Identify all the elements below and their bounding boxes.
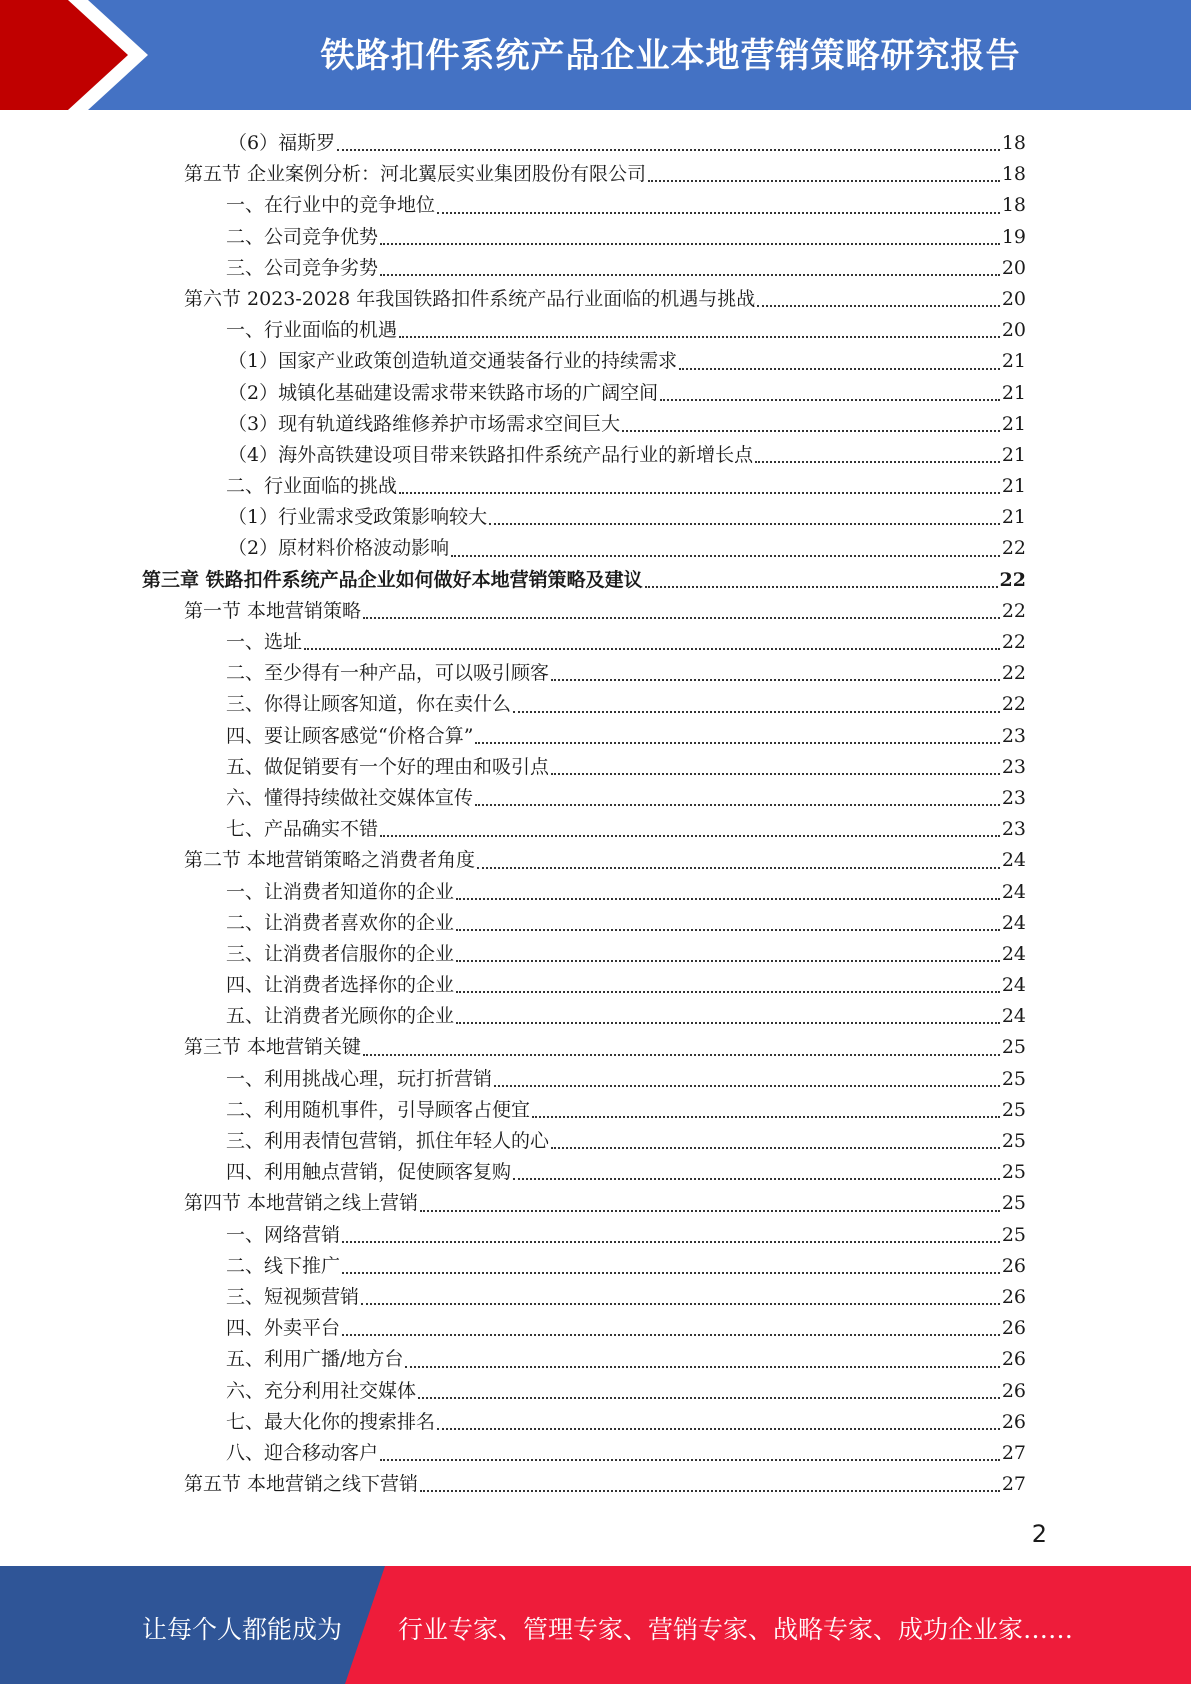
toc-entry[interactable] [142,253,1026,284]
toc-entry-title: 七、最大化你的搜索排名 [226,1410,436,1433]
toc-entry[interactable] [142,721,1026,752]
toc-entry-title: 二、让消费者喜欢你的企业 [226,911,455,934]
toc-dot-leader [342,1240,1000,1243]
toc-entry-title: 第二节 本地营销策略之消费者角度 [184,849,476,872]
toc-entry-page: 25 [1001,1130,1026,1152]
toc-entry-title: 四、外卖平台 [226,1317,341,1340]
footer-slogan-right: 行业专家、管理专家、营销专家、战略专家、成功企业家…… [398,1615,1074,1644]
toc-entry-title: 第五节 本地营销之线下营销 [184,1473,419,1496]
toc-entry-title: （2）城镇化基础建设需求带来铁路市场的广阔空间 [228,381,659,404]
toc-entry-page: 22 [1001,662,1026,685]
toc-dot-leader [399,491,1000,494]
toc-dot-leader [755,460,1000,463]
toc-entry-page: 26 [1001,1410,1026,1433]
toc-dot-leader [477,866,1000,869]
toc-entry-page: 24 [1001,1005,1026,1028]
toc-entry-page: 24 [1001,974,1026,997]
toc-entry-page: 21 [1001,412,1026,435]
toc-entry-page: 25 [1001,1036,1026,1059]
toc-dot-leader [660,398,1000,401]
toc-dot-leader [532,1115,1000,1118]
toc-entry-page: 26 [1001,1254,1026,1277]
toc-entry-page: 24 [1001,880,1026,903]
toc-dot-leader [456,990,1000,993]
toc-entry[interactable] [142,1469,1026,1500]
toc-entry[interactable] [142,877,1026,908]
toc-entry-title: 一、在行业中的竞争地位 [226,194,436,217]
toc-entry[interactable] [142,908,1026,939]
toc-dot-leader [437,1427,1000,1430]
toc-dot-leader [494,1084,1000,1087]
toc-entry[interactable] [142,939,1026,970]
toc-dot-leader [420,1489,1000,1492]
toc-dot-leader [380,273,1000,276]
toc-entry[interactable] [142,409,1026,440]
toc-entry-page: 26 [1001,1285,1026,1308]
toc-entry[interactable] [142,1438,1026,1469]
toc-entry-title: （3）现有轨道线路维修养护市场需求空间巨大 [228,412,621,435]
toc-entry[interactable] [142,1282,1026,1313]
toc-entry-page: 23 [1001,786,1026,809]
toc-entry-page: 24 [1001,911,1026,934]
toc-entry-title: 四、利用触点营销，促使顾客复购 [226,1161,512,1184]
toc-entry-title: 五、做促销要有一个好的理由和吸引点 [226,755,550,778]
toc-entry-title: 三、公司竞争劣势 [226,256,379,279]
toc-entry-title: 第五节 企业案例分析：河北翼辰实业集团股份有限公司 [184,163,647,186]
toc-entry-page: 26 [1001,1348,1026,1371]
toc-entry-title: 三、短视频营销 [226,1285,360,1308]
toc-dot-leader [304,647,1000,650]
toc-entry-title: 七、产品确实不错 [226,818,379,841]
toc-entry-title: 三、让消费者信服你的企业 [226,942,455,965]
toc-entry-page: 25 [1001,1161,1026,1184]
toc-entry-title: 一、行业面临的机遇 [226,319,398,342]
toc-entry-title: 第六节 2023-2028 年我国铁路扣件系统产品行业面临的机遇与挑战 [184,287,756,310]
toc-dot-leader [456,897,1000,900]
toc-entry[interactable] [142,627,1026,658]
toc-entry[interactable] [142,814,1026,845]
toc-entry-page: 24 [1001,942,1026,965]
toc-entry[interactable] [142,502,1026,533]
toc-dot-leader [337,148,1000,151]
toc-entry-page: 25 [1001,1098,1026,1121]
toc-entry[interactable] [142,190,1026,221]
toc-entry-title: 一、网络营销 [226,1223,341,1246]
toc-entry[interactable] [142,783,1026,814]
toc-entry-title: 二、线下推广 [226,1254,341,1277]
toc-entry-title: 五、利用广播/地方台 [226,1348,404,1371]
toc-entry-page: 23 [1001,818,1026,841]
toc-entry-page: 26 [1001,1379,1026,1402]
toc-entry-page: 27 [1001,1441,1026,1464]
toc-entry[interactable] [142,471,1026,502]
toc-entry-page: 23 [1001,724,1026,747]
toc-entry-title: （1）国家产业政策创造轨道交通装备行业的持续需求 [228,350,678,373]
toc-dot-leader [551,1146,1000,1149]
footer-slogan-left: 让每个人都能成为 [142,1615,343,1644]
toc-entry-title: （6）福斯罗 [228,132,336,154]
toc-entry[interactable] [142,1126,1026,1157]
toc-entry-title: 二、利用随机事件，引导顾客占便宜 [226,1098,531,1121]
toc-entry-page: 22 [999,568,1026,591]
header-red-arrow [0,0,148,110]
toc-dot-leader [757,304,1000,307]
toc-entry-title: 一、让消费者知道你的企业 [226,880,455,903]
toc-entry[interactable] [142,689,1026,720]
toc-entry[interactable] [142,1064,1026,1095]
toc-dot-leader [489,522,1000,525]
toc-entry-page: 22 [1001,693,1026,716]
toc-entry-page: 22 [1001,599,1026,622]
toc-entry-page: 21 [1001,381,1026,404]
toc-entry-title: 二、行业面临的挑战 [226,475,398,498]
toc-entry-page: 23 [1001,755,1026,778]
toc-entry-page: 21 [1001,506,1026,529]
toc-entry-page: 24 [1001,849,1026,872]
toc-entry-page: 25 [1001,1223,1026,1246]
toc-dot-leader [513,1177,1000,1180]
toc-dot-leader [361,1302,1000,1305]
toc-entry-page: 20 [1001,256,1026,279]
toc-entry[interactable] [142,596,1026,627]
toc-entry-page: 22 [1001,631,1026,653]
toc-entry[interactable] [142,440,1026,471]
toc-entry-title: 三、利用表情包营销，抓住年轻人的心 [226,1130,550,1152]
toc-entry[interactable] [142,1344,1026,1375]
toc-entry[interactable] [142,1157,1026,1188]
toc-dot-leader [363,1053,1000,1056]
toc-dot-leader [342,1333,1000,1336]
toc-entry-title: 六、懂得持续做社交媒体宣传 [226,786,474,809]
toc-entry-title: 第一节 本地营销策略 [184,599,362,622]
toc-entry-page: 20 [1001,319,1026,342]
toc-dot-leader [513,710,1000,713]
toc-dot-leader [342,1271,1000,1274]
toc-entry-page: 25 [1001,1067,1026,1090]
toc-entry-page: 21 [1001,443,1026,466]
page-footer [0,1566,1191,1684]
toc-entry-title: 二、至少得有一种产品，可以吸引顾客 [226,662,550,685]
toc-dot-leader [648,179,1000,182]
toc-entry-page: 26 [1001,1317,1026,1340]
toc-entry-page: 18 [1001,194,1026,217]
toc-entry-page: 21 [1001,350,1026,373]
toc-entry[interactable] [142,222,1026,253]
toc-dot-leader [437,211,1000,214]
toc-entry[interactable] [142,159,1026,190]
toc-entry[interactable] [142,1032,1026,1063]
toc-entry-title: （2）原材料价格波动影响 [228,537,450,560]
toc-dot-leader [456,928,1000,931]
toc-entry[interactable] [142,1251,1026,1282]
toc-entry[interactable] [142,1376,1026,1407]
toc-entry-page: 18 [1001,163,1026,186]
toc-entry-title: 一、利用挑战心理，玩打折营销 [226,1067,493,1090]
toc-entry-title: 五、让消费者光顾你的企业 [226,1005,455,1028]
report-title: 铁路扣件系统产品企业本地营销策略研究报告 [320,36,1021,76]
toc-entry[interactable] [142,1001,1026,1032]
toc-entry-title: 六、充分利用社交媒体 [226,1379,417,1402]
toc-dot-leader [475,803,1000,806]
toc-entry-title: 三、你得让顾客知道，你在卖什么 [226,693,512,716]
toc-entry[interactable] [142,346,1026,377]
toc-entry-page: 25 [1001,1192,1026,1215]
toc-entry[interactable] [142,1095,1026,1126]
toc-dot-leader [380,1458,1000,1461]
toc-entry[interactable] [142,565,1026,596]
toc-dot-leader [551,678,1000,681]
toc-entry-title: （1）行业需求受政策影响较大 [228,506,488,529]
toc-entry[interactable] [142,378,1026,409]
toc-dot-leader [380,834,1000,837]
toc-entry-page: 22 [1001,537,1026,560]
toc-entry[interactable] [142,315,1026,346]
toc-entry-page: 19 [1001,225,1026,248]
toc-entry-title: 第四节 本地营销之线上营销 [184,1192,419,1215]
toc-entry-page: 20 [1001,287,1026,310]
toc-dot-leader [551,772,1000,775]
toc-dot-leader [456,959,1000,962]
toc-entry[interactable] [142,1188,1026,1219]
toc-entry-title: 八、迎合移动客户 [226,1441,379,1464]
toc-entry[interactable] [142,658,1026,689]
toc-entry-title: （4）海外高铁建设项目带来铁路扣件系统产品行业的新增长点 [228,443,754,466]
toc-entry-title: 四、让消费者选择你的企业 [226,974,455,997]
toc-dot-leader [399,335,1000,338]
toc-dot-leader [418,1396,1000,1399]
toc-entry-title: 第三节 本地营销关键 [184,1036,362,1059]
toc-dot-leader [380,242,1000,245]
toc-entry-page: 27 [1001,1473,1026,1496]
toc-entry[interactable] [142,128,1026,159]
toc-dot-leader [405,1365,999,1368]
toc-entry-page: 18 [1001,132,1026,154]
toc-entry[interactable] [142,1407,1026,1438]
toc-entry[interactable] [142,845,1026,876]
toc-entry[interactable] [142,533,1026,564]
page-number: 2 [1031,1520,1047,1548]
toc-dot-leader [456,1021,1000,1024]
toc-dot-leader [679,367,1000,370]
toc-entry[interactable] [142,970,1026,1001]
toc-entry[interactable] [142,1313,1026,1344]
toc-entry[interactable] [142,284,1026,315]
table-of-contents [142,128,1026,1500]
toc-entry-title: 一、选址 [226,631,303,653]
toc-entry-title: 二、公司竞争优势 [226,225,379,248]
toc-dot-leader [420,1209,1000,1212]
toc-entry-title: 第三章 铁路扣件系统产品企业如何做好本地营销策略及建议 [142,568,643,591]
toc-dot-leader [645,585,998,588]
toc-entry-page: 21 [1001,475,1026,498]
toc-entry[interactable] [142,752,1026,783]
toc-entry[interactable] [142,1220,1026,1251]
toc-dot-leader [475,741,999,744]
toc-dot-leader [363,616,1000,619]
toc-dot-leader [451,554,1000,557]
toc-entry-title: 四、要让顾客感觉“价格合算” [226,724,474,747]
page-header [0,0,1191,110]
toc-dot-leader [622,429,1000,432]
